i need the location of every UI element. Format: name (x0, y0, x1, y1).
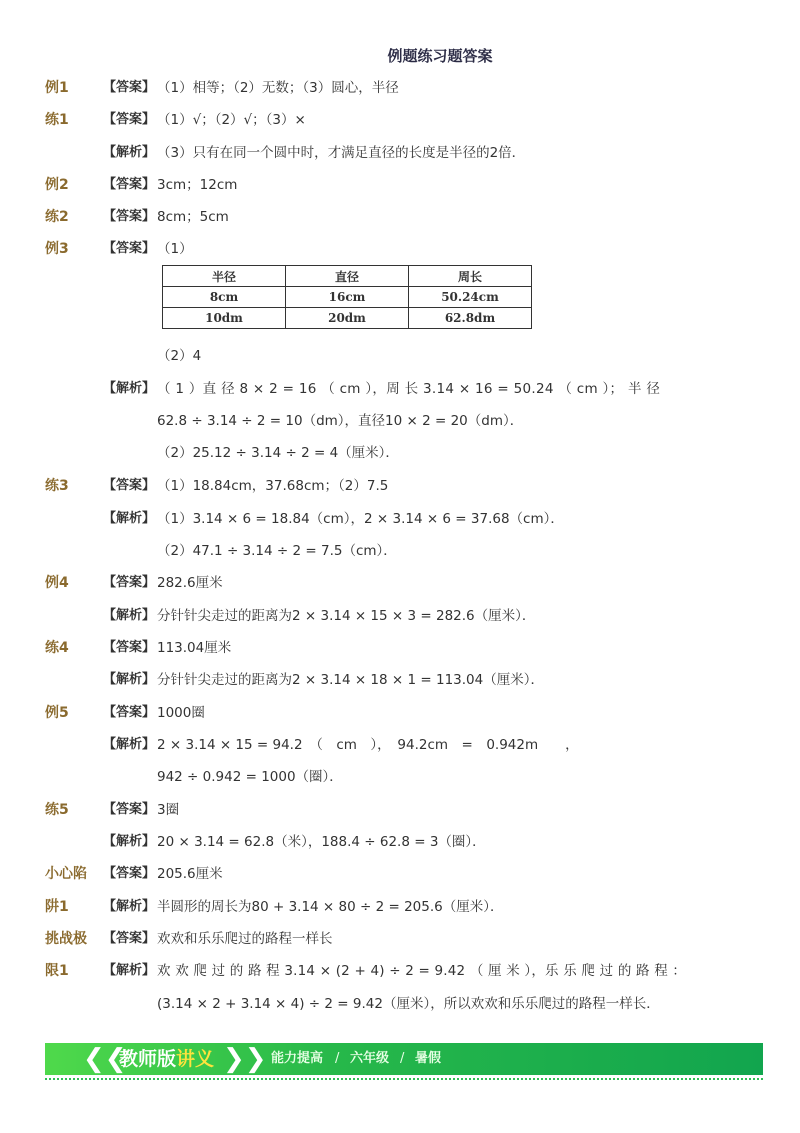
answer-text: （1） (157, 241, 193, 257)
answer-text: （1）√；（2）√；（3）× (157, 112, 306, 128)
analysis-text: （1）3.14 × 6 = 18.84（cm），2 × 3.14 × 6 = 37.68（cm）． (157, 511, 564, 527)
analysis-text: 分针针尖走过的距离为2 × 3.14 × 15 × 3 = 282.6（厘米）． (157, 608, 536, 624)
answer-tag: 【答案】 (103, 241, 156, 256)
footer-separator: / (400, 1051, 405, 1066)
exercise-label: 练2 (45, 209, 69, 225)
brand-part2: 讲义 (176, 1048, 215, 1070)
analysis-tag: 【解析】 (103, 899, 156, 914)
page-title: 例题练习题答案 (387, 47, 493, 65)
exercise-label: 例4 (45, 575, 69, 591)
table-cell: 10dm (163, 308, 286, 329)
exercise-label: 例2 (45, 177, 69, 193)
table-header: 半径 (163, 266, 286, 287)
table-cell: 8cm (163, 287, 286, 308)
exercise-label: 练4 (45, 640, 69, 656)
analysis-text: （2）25.12 ÷ 3.14 ÷ 2 = 4（厘米）． (157, 445, 399, 461)
exercise-label: 小心陷 (45, 866, 87, 882)
table-cell: 62.8dm (409, 308, 532, 329)
analysis-tag: 【解析】 (103, 511, 156, 526)
answer-tag: 【答案】 (103, 802, 156, 817)
exercise-label: 例1 (45, 80, 69, 96)
footer-crumb: 六年级 (350, 1051, 390, 1066)
exercise-label: 练3 (45, 478, 69, 494)
exercise-label: 练1 (45, 112, 69, 128)
analysis-text: 942 ÷ 0.942 = 1000（圈）． (157, 769, 343, 785)
table-header: 直径 (286, 266, 409, 287)
exercise-label: 例5 (45, 705, 69, 721)
analysis-tag: 【解析】 (103, 737, 156, 752)
answer-tag: 【答案】 (103, 575, 156, 590)
answer-text: 8cm；5cm (157, 209, 229, 225)
analysis-text: (3.14 × 2 + 3.14 × 4) ÷ 2 = 9.42（厘米），所以欢欢和乐乐爬过的路程一样长． (157, 996, 660, 1012)
exercise-label: 限1 (45, 963, 69, 979)
table-header: 周长 (409, 266, 532, 287)
analysis-tag: 【解析】 (103, 672, 156, 687)
answer-text: （2）4 (157, 348, 202, 364)
footer-brand (119, 1043, 214, 1075)
exercise-label: 阱1 (45, 899, 69, 915)
table-row (163, 308, 532, 329)
answer-text: 1000圈 (157, 705, 205, 721)
answer-text: （1）相等；（2）无数；（3）圆心，半径 (157, 80, 399, 96)
analysis-text: 分针针尖走过的距离为2 × 3.14 × 18 × 1 = 113.04（厘米）． (157, 672, 544, 688)
answer-text: 113.04厘米 (157, 640, 232, 656)
answer-tag: 【答案】 (103, 866, 156, 881)
analysis-text: 62.8 ÷ 3.14 ÷ 2 = 10（dm），直径10 × 2 = 20（dm）． (157, 413, 524, 429)
analysis-tag: 【解析】 (103, 381, 156, 396)
analysis-text: （ 1 ）直 径 8 × 2 = 16 （ cm ），周 长 3.14 × 16 = 50.24 （ cm ）； 半 径 (157, 381, 661, 397)
answer-tag: 【答案】 (103, 80, 156, 95)
analysis-text: 欢 欢 爬 过 的 路 程 3.14 × (2 + 4) ÷ 2 = 9.42 （ 厘 米 ），乐 乐 爬 过 的 路 程 ： (157, 963, 687, 979)
answer-text: （1）18.84cm，37.68cm；（2）7.5 (157, 478, 389, 494)
analysis-text: 2 × 3.14 × 15 = 94.2 （ cm ）， 94.2cm = 0.942m ， (157, 737, 579, 753)
circle-table (162, 265, 532, 329)
footer-separator: / (335, 1051, 340, 1066)
answer-text: 282.6厘米 (157, 575, 223, 591)
table-row (163, 287, 532, 308)
analysis-tag: 【解析】 (103, 608, 156, 623)
answer-tag: 【答案】 (103, 112, 156, 127)
analysis-text: 半圆形的周长为80 + 3.14 × 80 ÷ 2 = 205.6（厘米）． (157, 899, 504, 915)
exercise-label: 练5 (45, 802, 69, 818)
analysis-text: （2）47.1 ÷ 3.14 ÷ 2 = 7.5（cm）． (157, 543, 397, 559)
answer-tag: 【答案】 (103, 478, 156, 493)
table-header-row (163, 266, 532, 287)
answer-text: 3圈 (157, 802, 180, 818)
footer-dotted-line (45, 1078, 763, 1080)
answer-text: 205.6厘米 (157, 866, 223, 882)
answer-tag: 【答案】 (103, 931, 156, 946)
answer-text: 欢欢和乐乐爬过的路程一样长 (157, 931, 333, 947)
analysis-text: 20 × 3.14 = 62.8（米），188.4 ÷ 62.8 = 3（圈）． (157, 834, 486, 850)
footer-crumb: 暑假 (415, 1051, 442, 1066)
analysis-tag: 【解析】 (103, 834, 156, 849)
answer-tag: 【答案】 (103, 209, 156, 224)
exercise-label: 挑战极 (45, 931, 87, 947)
exercise-label: 例3 (45, 241, 69, 257)
table-cell: 16cm (286, 287, 409, 308)
answer-tag: 【答案】 (103, 177, 156, 192)
answer-tag: 【答案】 (103, 640, 156, 655)
footer-crumb: 能力提高 (271, 1051, 324, 1066)
analysis-tag: 【解析】 (103, 963, 156, 978)
analysis-tag: 【解析】 (103, 145, 156, 160)
answer-tag: 【答案】 (103, 705, 156, 720)
answer-text: 3cm；12cm (157, 177, 238, 193)
chevron-left-icon: ❮❮ (83, 1044, 127, 1074)
analysis-text: （3）只有在同一个圆中时，才满足直径的长度是半径的2倍． (157, 145, 526, 161)
table-cell: 50.24cm (409, 287, 532, 308)
brand-part1: 教师版 (119, 1048, 177, 1070)
chevron-right-icon: ❯❯ (223, 1044, 267, 1074)
table-cell: 20dm (286, 308, 409, 329)
footer-banner (45, 1043, 763, 1075)
